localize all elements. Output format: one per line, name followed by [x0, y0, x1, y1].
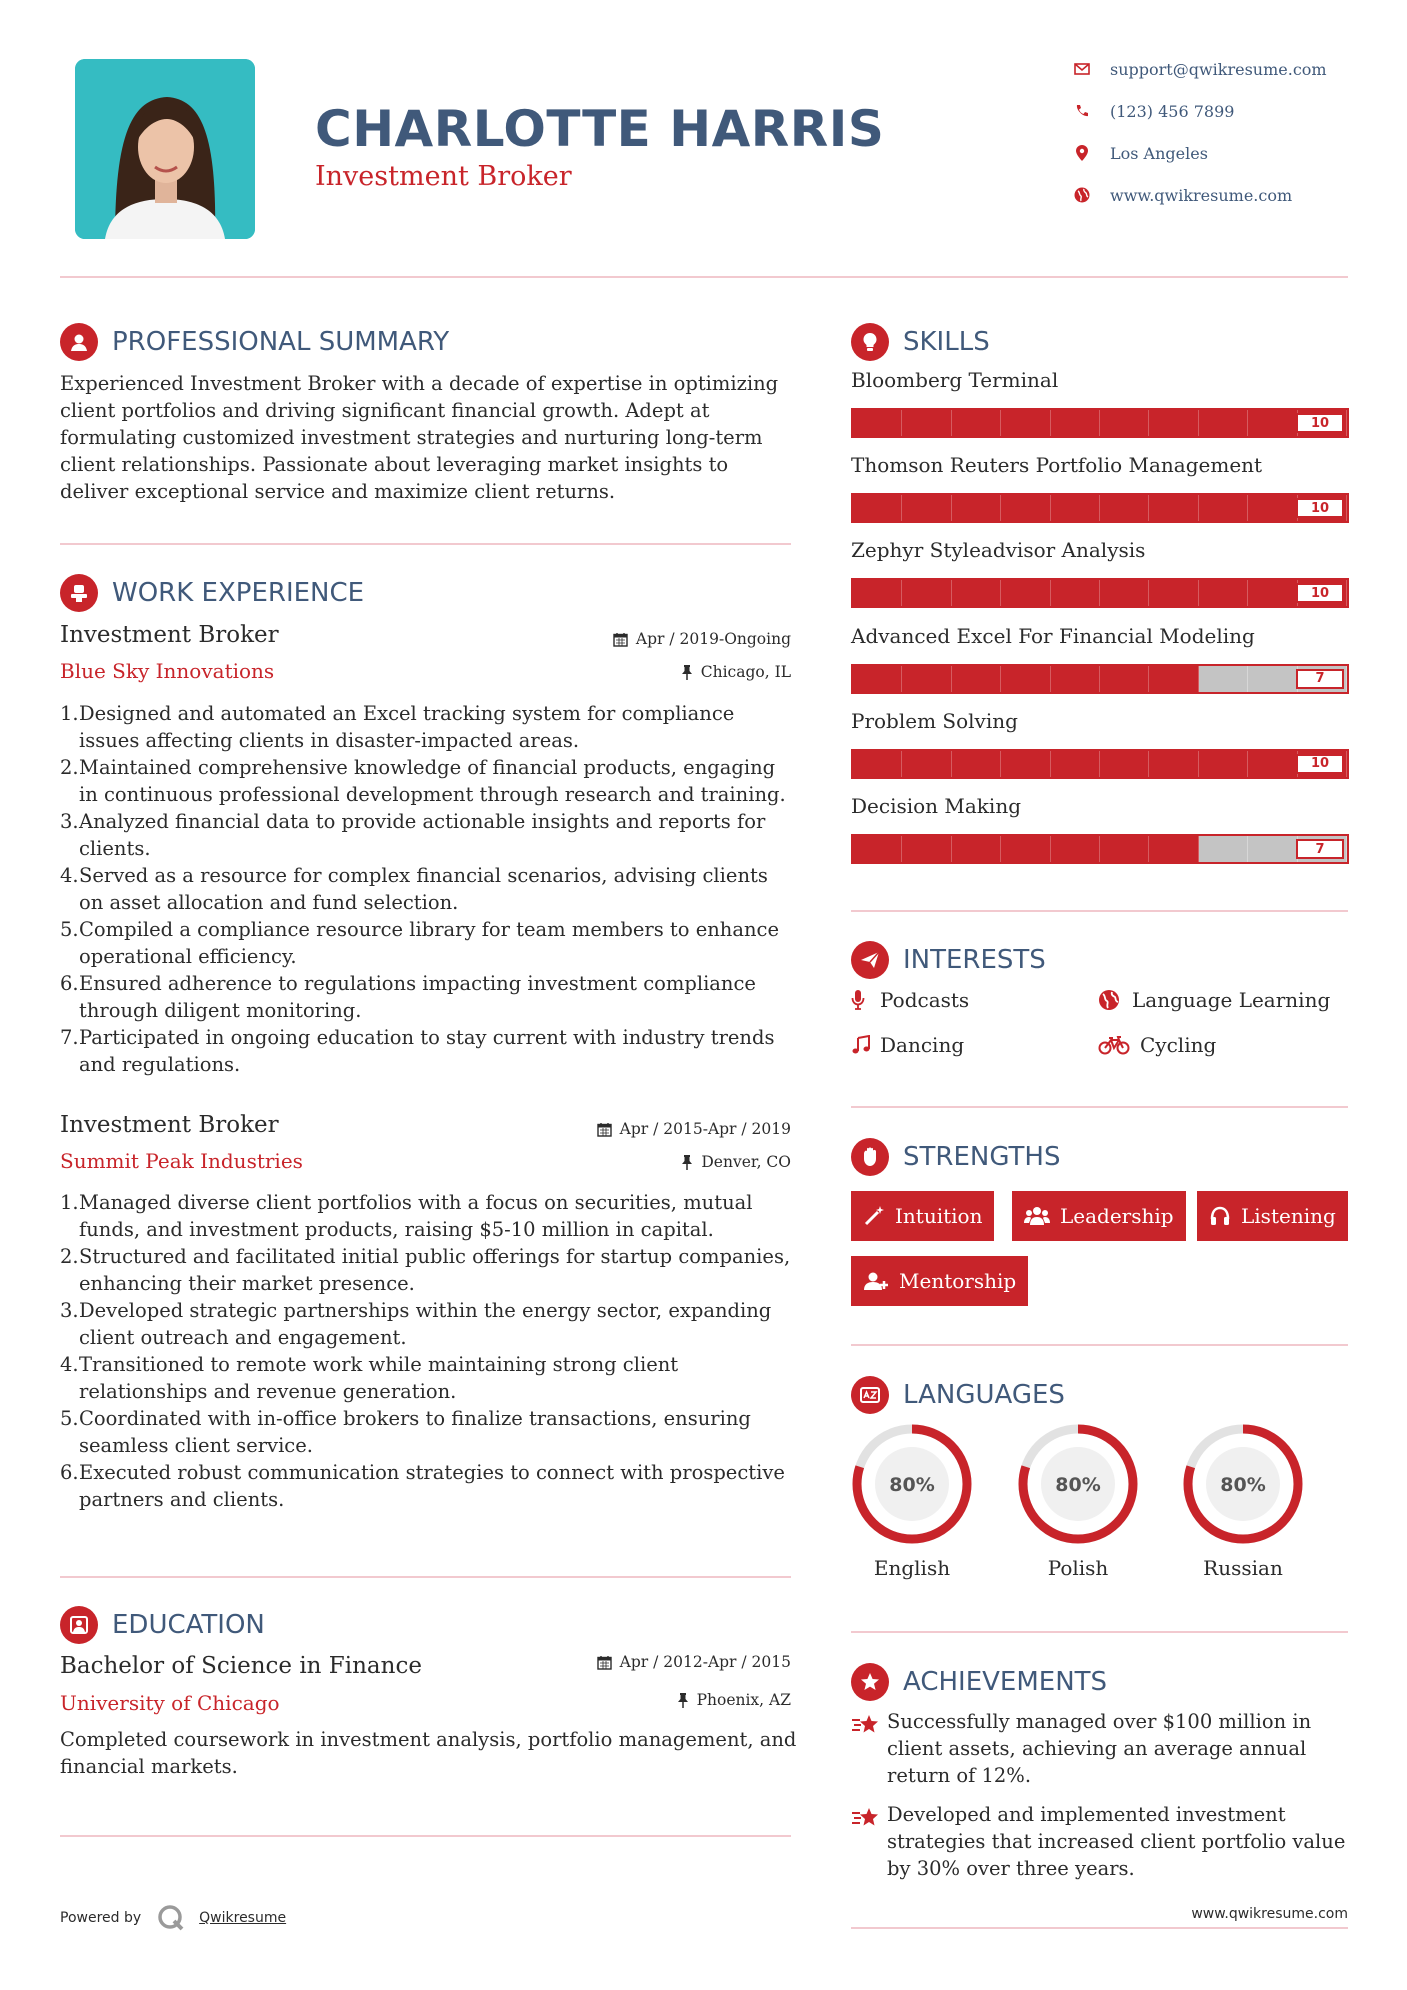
skill-bar — [851, 664, 1349, 694]
interest-cycling: Cycling — [1098, 1033, 1216, 1057]
list-number: 6. — [60, 1461, 79, 1484]
skill-bar — [851, 408, 1349, 438]
languages-divider — [851, 1631, 1348, 1633]
skill-bar-segment — [1051, 666, 1100, 692]
language-ring — [1016, 1422, 1140, 1546]
education-description: Completed coursework in investment analysis, portfolio management, and financial markets. — [60, 1728, 797, 1778]
user-plus-icon — [863, 1270, 889, 1292]
skill-bar-segment — [902, 836, 951, 862]
language-percent: 80% — [1055, 1474, 1101, 1496]
skill-bar-segment — [1199, 410, 1248, 436]
skill-bar-segment — [1001, 495, 1050, 521]
job-2-date: Apr / 2015-Apr / 2019 — [500, 1120, 791, 1138]
job-2-item — [60, 1297, 795, 1351]
interest-dancing: Dancing — [851, 1033, 964, 1057]
job-1-location: Chicago, IL — [500, 663, 791, 681]
skill-bar-segment — [1100, 495, 1149, 521]
contact-email-text: support@qwikresume.com — [1110, 59, 1327, 79]
list-item-text: Structured and facilitated initial public offerings for startup companies, enhancing their market presence. — [79, 1245, 791, 1295]
users-icon — [1024, 1205, 1050, 1227]
paper-plane-icon — [851, 941, 889, 979]
job-1-item — [60, 700, 795, 754]
language-ring — [850, 1422, 974, 1546]
list-item-text: Served as a resource for complex financial scenarios, advising clients on asset allocation and fund selection. — [79, 864, 768, 914]
contact-location-text: Los Angeles — [1110, 143, 1208, 163]
skill-bar-segment — [1051, 751, 1100, 777]
job-1-item — [60, 808, 795, 862]
skill-bar-segment — [1100, 751, 1149, 777]
job-1-date: Apr / 2019-Ongoing — [500, 630, 791, 648]
summary-heading: PROFESSIONAL SUMMARY — [60, 323, 449, 361]
skill-bar-segment — [902, 666, 951, 692]
candidate-name: CHARLOTTE HARRIS — [315, 100, 885, 158]
profile-photo — [75, 59, 255, 239]
strengths-heading: STRENGTHS — [851, 1138, 1061, 1176]
job-2-location: Denver, CO — [500, 1153, 791, 1171]
skill-name: Thomson Reuters Portfolio Management — [851, 453, 1263, 478]
skill-bar-segment — [1248, 836, 1297, 862]
contact-website[interactable] — [1072, 180, 1372, 210]
summary-divider — [60, 543, 791, 545]
interest-podcasts: Podcasts — [851, 988, 969, 1012]
skill-bar-segment — [1051, 410, 1100, 436]
skill-score: 10 — [1296, 413, 1344, 433]
skill-bar-segment — [853, 666, 902, 692]
strengths-divider — [851, 1344, 1348, 1346]
language-percent: 80% — [889, 1474, 935, 1496]
list-item-text: Participated in ongoing education to stay current with industry trends and regulations. — [79, 1026, 775, 1076]
qwikresume-logo-icon — [157, 1904, 185, 1932]
skill-score: 10 — [1296, 583, 1344, 603]
skills-divider — [851, 910, 1348, 912]
contact-phone[interactable] — [1072, 96, 1372, 126]
job-1-item — [60, 1024, 795, 1078]
skill-name: Decision Making — [851, 794, 1022, 818]
skill-bar-segment — [853, 751, 902, 777]
skill-bar-segment — [1149, 580, 1198, 606]
job-2-responsibilities — [60, 1189, 795, 1513]
list-number: 4. — [60, 1353, 79, 1376]
achievement-2: Developed and implemented investment strategies that increased client portfolio value by 30% over three years. — [851, 1801, 1351, 1882]
skill-bar-segment — [952, 751, 1001, 777]
headphones-icon — [1209, 1205, 1231, 1227]
list-number: 7. — [60, 1026, 79, 1049]
strength-listening: Listening — [1197, 1191, 1348, 1241]
graduate-icon — [60, 1606, 98, 1644]
skill-bar-segment — [1001, 410, 1050, 436]
interest-language-learning: Language Learning — [1098, 988, 1330, 1012]
list-number: 2. — [60, 756, 79, 779]
skill-bar-segment — [902, 410, 951, 436]
user-icon — [60, 323, 98, 361]
footer-website[interactable]: www.qwikresume.com — [1191, 1906, 1348, 1922]
lightbulb-icon — [851, 323, 889, 361]
language-name: Polish — [1047, 1556, 1109, 1580]
job-1-item — [60, 754, 795, 808]
skill-name: Bloomberg Terminal — [851, 368, 1059, 392]
pushpin-icon — [681, 665, 693, 680]
languages-heading: LANGUAGES — [851, 1376, 1065, 1414]
interests-heading: INTERESTS — [851, 941, 1046, 979]
strength-intuition: Intuition — [851, 1191, 994, 1241]
list-item-text: Maintained comprehensive knowledge of financial products, engaging in continuous professional development through research and training. — [79, 756, 786, 806]
skill-bar-segment — [1248, 580, 1297, 606]
skill-bar-segment — [853, 410, 902, 436]
language-ring — [1181, 1422, 1305, 1546]
skill-bar-segment — [1149, 666, 1198, 692]
job-2-item — [60, 1351, 795, 1405]
envelope-icon — [1072, 59, 1092, 79]
magic-wand-icon — [863, 1205, 885, 1227]
skill-bar-segment — [952, 495, 1001, 521]
skill-bar-segment — [853, 580, 902, 606]
education-location: Phoenix, AZ — [500, 1691, 791, 1709]
skill-bar-segment — [952, 666, 1001, 692]
list-item-text: Analyzed financial data to provide actionable insights and reports for clients. — [79, 810, 766, 860]
list-item-text: Designed and automated an Excel tracking system for compliance issues affecting clients in disaster-impacted areas. — [79, 702, 735, 752]
skill-bar-segment — [952, 410, 1001, 436]
skill-bar-segment — [1100, 410, 1149, 436]
list-item-text: Developed strategic partnerships within the energy sector, expanding client outreach and engagement. — [79, 1299, 772, 1349]
list-number: 5. — [60, 918, 79, 941]
calendar-icon — [597, 1122, 612, 1137]
skill-bar-segment — [1100, 836, 1149, 862]
strength-mentorship: Mentorship — [851, 1256, 1028, 1306]
language-name: English — [873, 1556, 951, 1580]
list-number: 5. — [60, 1407, 79, 1430]
job-1-title: Investment Broker — [60, 622, 279, 648]
skill-name: Problem Solving — [851, 708, 1018, 733]
experience-heading: WORK EXPERIENCE — [60, 574, 364, 612]
footer-powered-by: Powered by Qwikresume — [60, 1904, 286, 1932]
skill-score: 10 — [1296, 754, 1344, 774]
language-percent: 80% — [1220, 1474, 1266, 1496]
calendar-icon — [613, 632, 628, 647]
contact-email[interactable] — [1072, 54, 1372, 84]
briefcase-icon — [60, 574, 98, 612]
list-item-text: Transitioned to remote work while maintaining strong client relationships and revenue generation. — [79, 1353, 679, 1403]
experience-divider — [60, 1576, 791, 1578]
footer-divider — [851, 1927, 1348, 1929]
list-item-text: Compiled a compliance resource library for team members to enhance operational efficiency. — [79, 918, 780, 968]
bicycle-icon — [1098, 1035, 1132, 1055]
list-number: 4. — [60, 864, 79, 887]
list-item-text: Executed robust communication strategies to connect with prospective partners and clients. — [79, 1461, 785, 1511]
candidate-role: Investment Broker — [315, 161, 572, 192]
skill-score: 10 — [1296, 498, 1344, 518]
skill-bar-segment — [1001, 836, 1050, 862]
skill-bar-segment — [1199, 495, 1248, 521]
skill-bar-segment — [1149, 751, 1198, 777]
job-2-title: Investment Broker — [60, 1112, 279, 1138]
education-divider — [60, 1835, 791, 1837]
skill-bar-segment — [1149, 495, 1198, 521]
skills-heading: SKILLS — [851, 323, 990, 361]
contact-website-text: www.qwikresume.com — [1110, 185, 1293, 205]
achievements-heading: ACHIEVEMENTS — [851, 1663, 1107, 1701]
contact-location — [1072, 138, 1372, 168]
skill-bar-segment — [1001, 666, 1050, 692]
star-icon — [851, 1663, 889, 1701]
contact-phone-text: (123) 456 7899 — [1110, 101, 1235, 121]
education-date: Apr / 2012-Apr / 2015 — [500, 1653, 791, 1671]
skill-bar-segment — [1051, 580, 1100, 606]
skill-name: Zephyr Styleadvisor Analysis — [851, 538, 1146, 563]
map-marker-icon — [1072, 143, 1092, 163]
education-heading: EDUCATION — [60, 1606, 265, 1644]
skill-bar-segment — [952, 580, 1001, 606]
qwikresume-link[interactable]: Qwikresume — [199, 1910, 287, 1926]
skill-score: 7 — [1296, 669, 1344, 689]
skill-bar-segment — [1248, 666, 1297, 692]
skill-bar-segment — [1149, 410, 1198, 436]
skill-bar-segment — [1100, 580, 1149, 606]
globe-icon — [1072, 185, 1092, 205]
job-1-responsibilities — [60, 700, 795, 1078]
list-number: 1. — [60, 1191, 79, 1214]
interests-divider — [851, 1106, 1348, 1108]
pushpin-icon — [681, 1155, 693, 1170]
skill-bar-segment — [1199, 666, 1248, 692]
list-number: 3. — [60, 810, 79, 833]
skill-bar-segment — [902, 580, 951, 606]
translate-icon — [851, 1376, 889, 1414]
skill-bar-segment — [902, 751, 951, 777]
skill-bar-segment — [1199, 751, 1248, 777]
skill-score: 7 — [1296, 839, 1344, 859]
skill-bar-segment — [1248, 751, 1297, 777]
skill-bar-segment — [1248, 410, 1297, 436]
skill-bar-segment — [1100, 666, 1149, 692]
globe-icon — [1098, 989, 1122, 1011]
list-item-text: Coordinated with in-office brokers to finalize transactions, ensuring seamless client service. — [79, 1407, 751, 1457]
job-2-item — [60, 1189, 795, 1243]
pushpin-icon — [677, 1693, 689, 1708]
job-1-item — [60, 862, 795, 916]
list-item-text: Ensured adherence to regulations impacting investment compliance through diligent monitoring. — [79, 972, 756, 1022]
list-number: 2. — [60, 1245, 79, 1268]
skill-bar-segment — [952, 836, 1001, 862]
skill-bar-segment — [1051, 495, 1100, 521]
skill-bar-segment — [902, 495, 951, 521]
summary-text: Experienced Investment Broker with a decade of expertise in optimizing client portfolios and driving significant financial growth. Adept at formulating customized investment strategies and nurturing long-term client relationships. Passionate about leveraging market insights to deliver exceptional service and maximize client returns. — [60, 372, 779, 503]
job-1-item — [60, 970, 795, 1024]
job-1-company: Blue Sky Innovations — [60, 659, 275, 683]
skill-bar-segment — [1001, 580, 1050, 606]
job-2-company: Summit Peak Industries — [60, 1149, 303, 1173]
job-2-item — [60, 1405, 795, 1459]
phone-icon — [1072, 101, 1092, 121]
skill-bar — [851, 749, 1349, 779]
list-number: 6. — [60, 972, 79, 995]
skill-bar-segment — [1001, 751, 1050, 777]
skill-name: Advanced Excel For Financial Modeling — [851, 623, 1255, 648]
skill-bar-segment — [1199, 580, 1248, 606]
skill-bar — [851, 578, 1349, 608]
music-note-icon — [851, 1035, 873, 1055]
microphone-icon — [851, 989, 873, 1011]
skill-bar-segment — [1051, 836, 1100, 862]
job-2-item — [60, 1243, 795, 1297]
job-2-item — [60, 1459, 795, 1513]
list-number: 1. — [60, 702, 79, 725]
achievement-1: Successfully managed over $100 million in client assets, achieving an average annual return of 12%. — [851, 1708, 1351, 1789]
skill-bar — [851, 834, 1349, 864]
skill-bar-segment — [1199, 836, 1248, 862]
skill-bar-segment — [853, 495, 902, 521]
strength-leadership: Leadership — [1012, 1191, 1186, 1241]
education-degree: Bachelor of Science in Finance — [60, 1653, 422, 1679]
skill-bar — [851, 493, 1349, 523]
fist-icon — [851, 1138, 889, 1176]
education-school: University of Chicago — [60, 1691, 280, 1715]
list-number: 3. — [60, 1299, 79, 1322]
job-1-item — [60, 916, 795, 970]
list-item-text: Managed diverse client portfolios with a focus on securities, mutual funds, and investment products, raising $5-10 million in capital. — [79, 1191, 753, 1241]
skill-bar-segment — [853, 836, 902, 862]
shooting-star-icon — [851, 1801, 887, 1882]
shooting-star-icon — [851, 1708, 887, 1789]
skill-bar-segment — [1248, 495, 1297, 521]
calendar-icon — [597, 1655, 612, 1670]
language-name: Russian — [1203, 1556, 1283, 1580]
header-divider — [60, 276, 1348, 278]
skill-bar-segment — [1149, 836, 1198, 862]
